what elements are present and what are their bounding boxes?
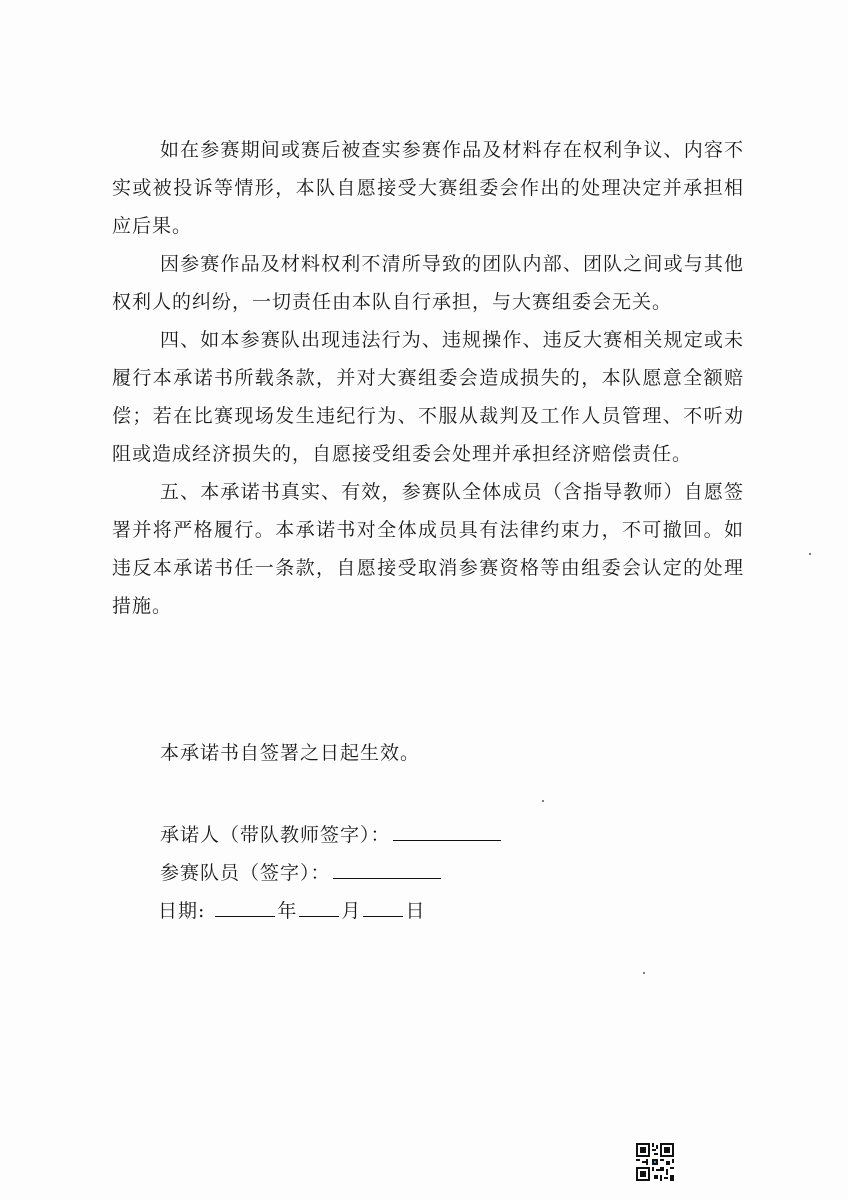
scan-speck bbox=[643, 972, 645, 974]
team-members-signature-blank bbox=[333, 858, 441, 879]
paragraph-liability: 因参赛作品及材料权利不清所导致的团队内部、团队之间或与其他权利人的纠纷，一切责任由本队自行承担，与大赛组委会无关。 bbox=[112, 253, 744, 313]
date-label: 日期: bbox=[158, 900, 206, 922]
promisor-signature-row bbox=[160, 818, 503, 852]
month-unit: 月 bbox=[341, 900, 362, 922]
team-members-label: 参赛队员（签字）： bbox=[160, 862, 331, 884]
paragraph-clause-four: 四、如本参赛队出现违法行为、违规操作、违反大赛相关规定或未履行本承诺书所载条款，并对大赛组委会造成损失的，本队愿意全额赔偿；若在比赛现场发生违纪行为、不服从裁判及工作人员管理、不听劝阻或造成经济损失的，自愿接受组委会处理并承担经济赔偿责任。 bbox=[112, 329, 744, 465]
month-blank bbox=[299, 896, 339, 917]
day-unit: 日 bbox=[405, 900, 426, 922]
year-unit: 年 bbox=[277, 900, 298, 922]
pledge-body bbox=[112, 131, 744, 625]
scan-speck bbox=[809, 553, 811, 555]
paragraph-clause-five: 五、本承诺书真实、有效，参赛队全体成员（含指导教师）自愿签署并将严格履行。本承诺书对全体成员具有法律约束力，不可撤回。如违反本承诺书任一条款，自愿接受取消参赛资格等由组委会认定的处理措施。 bbox=[112, 481, 744, 617]
year-blank bbox=[215, 896, 275, 917]
day-blank bbox=[363, 896, 403, 917]
effective-statement: 本承诺书自签署之日起生效。 bbox=[160, 742, 421, 764]
promisor-label: 承诺人（带队教师签字）： bbox=[160, 824, 391, 846]
qr-code-image bbox=[636, 1143, 674, 1181]
promisor-signature-blank bbox=[393, 820, 501, 841]
team-members-signature-row bbox=[160, 856, 443, 890]
scan-speck bbox=[542, 800, 544, 802]
paragraph-rights-dispute: 如在参赛期间或赛后被查实参赛作品及材料存在权利争议、内容不实或被投诉等情形，本队自愿接受大赛组委会作出的处理决定并承担相应后果。 bbox=[112, 139, 744, 237]
date-row bbox=[158, 894, 425, 928]
